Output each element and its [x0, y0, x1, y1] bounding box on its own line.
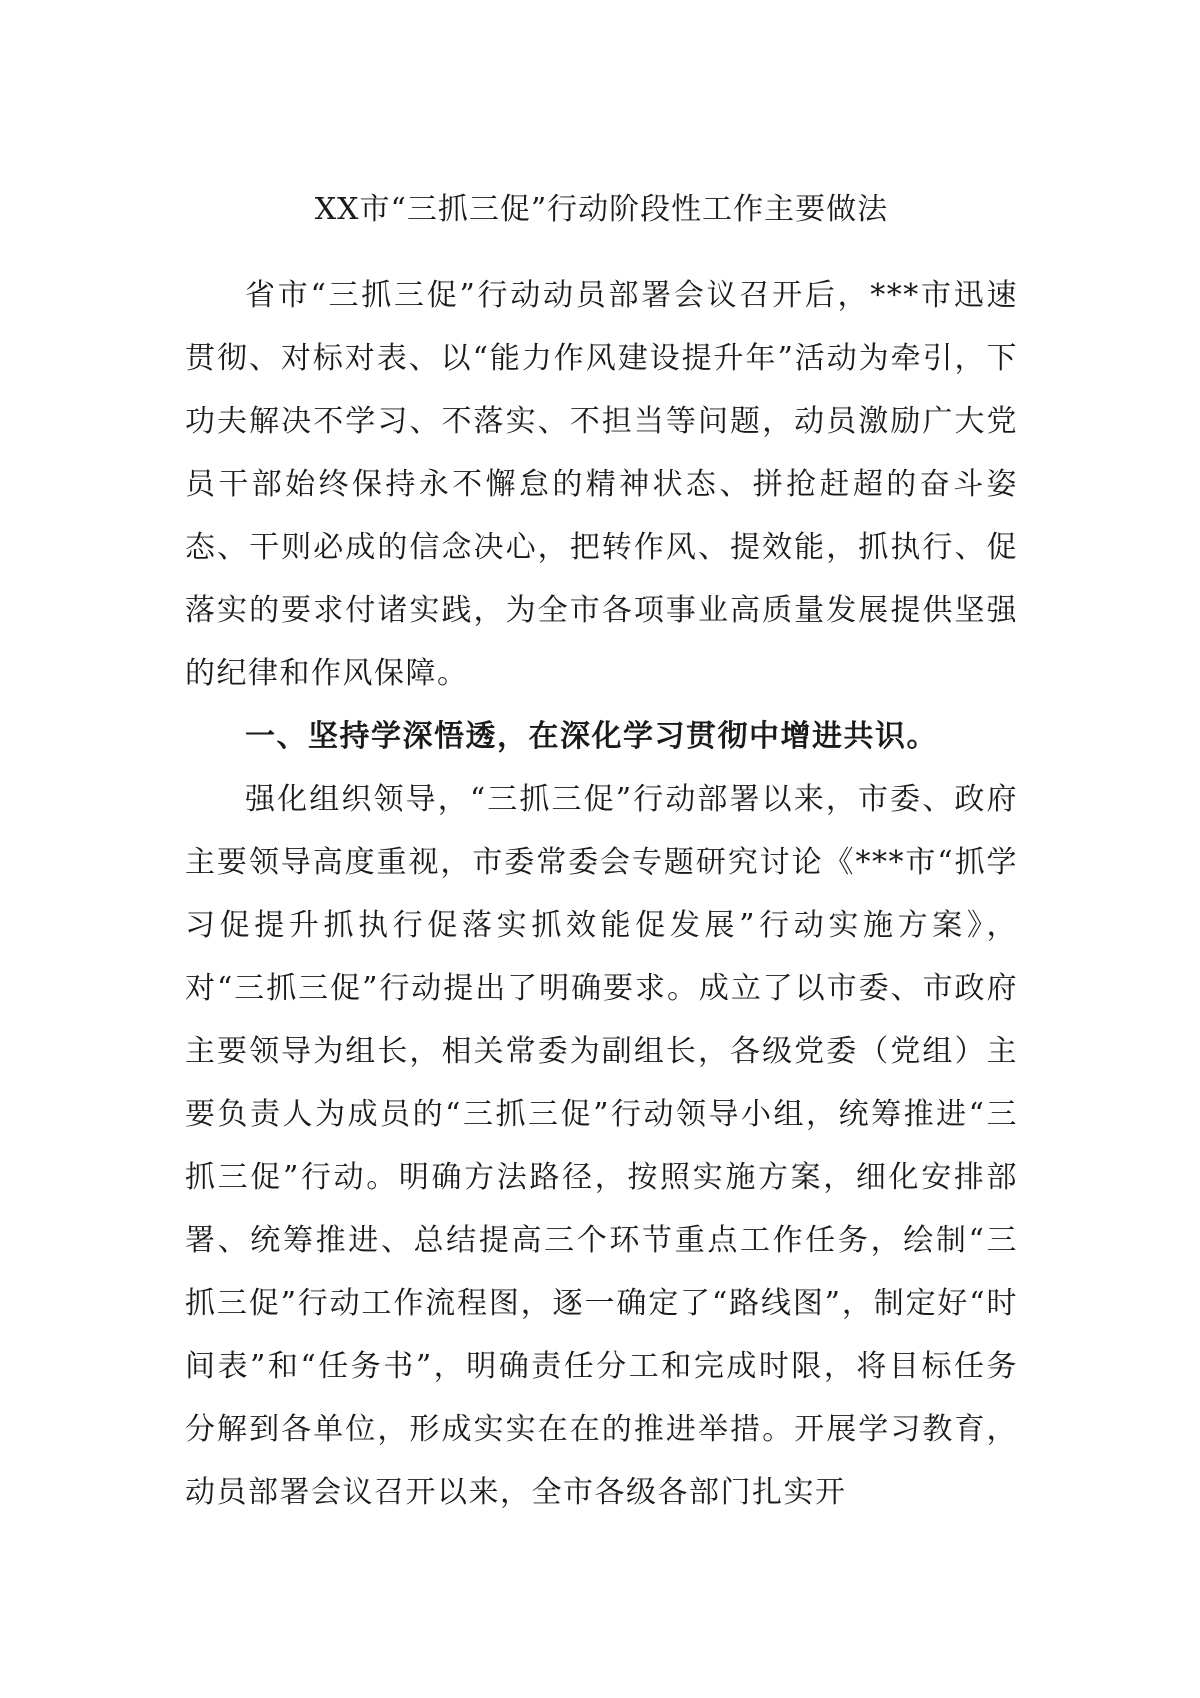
document-title: XX市“三抓三促”行动阶段性工作主要做法 [314, 192, 889, 227]
document-content [185, 188, 1018, 1524]
section-body-paragraph: 强化组织领导，“三抓三促”行动部署以来，市委、政府主要领导高度重视，市委常委会专题研究讨论《***市“抓学习促提升抓执行促落实抓效能促发展”行动实施方案》，对“三抓三促”行动提出了明确要求。成立了以市委、市政府主要领导为组长，相关常委为副组长，各级党委（党组）主要负责人为成员的“三抓三促”行动领导小组，统筹推进“三抓三促”行动。明确方法路径，按照实施方案，细化安排部署、统筹推进、总结提高三个环节重点工作任务，绘制“三抓三促”行动工作流程图，逐一确定了“路线图”，制定好“时间表”和“任务书”，明确责任分工和完成时限，将目标任务分解到各单位，形成实实在在的推进举措。开展学习教育，动员部署会议召开以来，全市各级各部门扎实开 [185, 782, 1018, 1510]
section-heading: 一、坚持学深悟透，在深化学习贯彻中增进共识。 [245, 719, 938, 754]
intro-paragraph: 省市“三抓三促”行动动员部署会议召开后，***市迅速贯彻、对标对表、以“能力作风建设提升年”活动为牵引，下功夫解决不学习、不落实、不担当等问题，动员激励广大党员干部始终保持永不懈怠的精神状态、拼抢赶超的奋斗姿态、干则必成的信念决心，把转作风、提效能，抓执行、促落实的要求付诸实践，为全市各项事业高质量发展提供坚强的纪律和作风保障。 [185, 278, 1018, 691]
